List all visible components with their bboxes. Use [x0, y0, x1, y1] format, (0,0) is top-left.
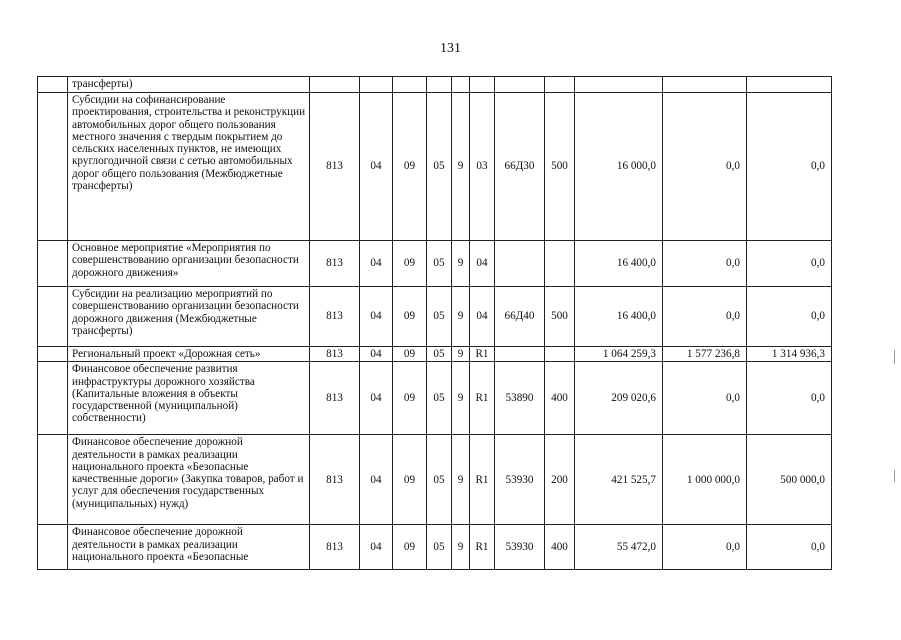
event-code-cell: R1 [470, 362, 495, 435]
row-name-cell: Основное мероприятие «Мероприятия по совершенствованию организации безопасности дорожного движения» [68, 241, 310, 287]
amount-year3-cell: 0,0 [747, 241, 832, 287]
expense-type-cell: 500 [545, 287, 575, 347]
table-row [38, 287, 832, 347]
section-cell: 04 [360, 347, 393, 362]
amount-year3-cell: 500 000,0 [747, 435, 832, 525]
subprogram-cell: 9 [452, 362, 470, 435]
row-marker-cell [38, 347, 68, 362]
direction-code-cell: 66Д30 [495, 93, 545, 241]
amount-year1-cell: 209 020,6 [575, 362, 663, 435]
event-code-cell: 04 [470, 241, 495, 287]
program-cell: 05 [427, 93, 452, 241]
row-marker-cell [38, 362, 68, 435]
expense-type-cell [545, 77, 575, 93]
row-name-cell: Финансовое обеспечение дорожной деятельности в рамках реализации национального проекта «Безопасные качественные дороги» (Закупка товаров, работ и услуг для обеспечения государственных (муниципальных) нужд) [68, 435, 310, 525]
page-number: 131 [440, 41, 461, 56]
expense-type-cell: 200 [545, 435, 575, 525]
section-cell: 04 [360, 435, 393, 525]
event-code-cell: R1 [470, 525, 495, 570]
scan-edge-mark [894, 470, 895, 482]
program-cell: 05 [427, 347, 452, 362]
subsection-cell: 09 [393, 435, 427, 525]
row-marker-cell [38, 77, 68, 93]
row-marker-cell [38, 241, 68, 287]
direction-code-cell: 66Д40 [495, 287, 545, 347]
subprogram-cell: 9 [452, 347, 470, 362]
direction-code-cell: 53890 [495, 362, 545, 435]
subprogram-cell: 9 [452, 241, 470, 287]
amount-year1-cell: 421 525,7 [575, 435, 663, 525]
table-row [38, 347, 832, 362]
admin-code-cell: 813 [310, 287, 360, 347]
subprogram-cell: 9 [452, 287, 470, 347]
amount-year2-cell [663, 77, 747, 93]
amount-year3-cell: 1 314 936,3 [747, 347, 832, 362]
admin-code-cell: 813 [310, 362, 360, 435]
section-cell: 04 [360, 525, 393, 570]
event-code-cell: R1 [470, 347, 495, 362]
section-cell: 04 [360, 287, 393, 347]
amount-year1-cell: 1 064 259,3 [575, 347, 663, 362]
amount-year2-cell: 1 577 236,8 [663, 347, 747, 362]
amount-year1-cell [575, 77, 663, 93]
row-name-cell: Субсидии на софинансирование проектирования, строительства и реконструкции автомобильных дорог общего пользования местного значения с твердым покрытием до сельских населенных пунктов, не имеющих круглогодичной связи с сетью автомобильных дорог общего пользования (Межбюджетные трансферты) [68, 93, 310, 241]
program-cell: 05 [427, 435, 452, 525]
event-code-cell: R1 [470, 435, 495, 525]
admin-code-cell: 813 [310, 525, 360, 570]
amount-year2-cell: 0,0 [663, 525, 747, 570]
admin-code-cell: 813 [310, 93, 360, 241]
admin-code-cell: 813 [310, 435, 360, 525]
direction-code-cell: 53930 [495, 525, 545, 570]
subsection-cell: 09 [393, 362, 427, 435]
amount-year2-cell: 0,0 [663, 287, 747, 347]
table-body [38, 77, 832, 570]
direction-code-cell [495, 77, 545, 93]
subprogram-cell [452, 77, 470, 93]
amount-year2-cell: 0,0 [663, 241, 747, 287]
direction-code-cell: 53930 [495, 435, 545, 525]
subsection-cell: 09 [393, 93, 427, 241]
row-name-cell: трансферты) [68, 77, 310, 93]
table-row [38, 93, 832, 241]
expense-type-cell: 400 [545, 525, 575, 570]
amount-year2-cell: 0,0 [663, 362, 747, 435]
amount-year2-cell: 1 000 000,0 [663, 435, 747, 525]
program-cell: 05 [427, 362, 452, 435]
amount-year3-cell [747, 77, 832, 93]
amount-year1-cell: 16 000,0 [575, 93, 663, 241]
budget-table [37, 76, 832, 570]
admin-code-cell [310, 77, 360, 93]
amount-year3-cell: 0,0 [747, 93, 832, 241]
subsection-cell: 09 [393, 241, 427, 287]
direction-code-cell [495, 241, 545, 287]
row-name-cell: Финансовое обеспечение дорожной деятельности в рамках реализации национального проекта «Безопасные [68, 525, 310, 570]
section-cell: 04 [360, 93, 393, 241]
section-cell: 04 [360, 362, 393, 435]
expense-type-cell: 400 [545, 362, 575, 435]
admin-code-cell: 813 [310, 347, 360, 362]
subsection-cell: 09 [393, 525, 427, 570]
event-code-cell: 03 [470, 93, 495, 241]
subprogram-cell: 9 [452, 93, 470, 241]
amount-year1-cell: 55 472,0 [575, 525, 663, 570]
row-marker-cell [38, 93, 68, 241]
row-name-cell: Финансовое обеспечение развития инфраструктуры дорожного хозяйства (Капитальные вложения в объекты государственной (муниципальной) собственности) [68, 362, 310, 435]
amount-year1-cell: 16 400,0 [575, 241, 663, 287]
admin-code-cell: 813 [310, 241, 360, 287]
row-marker-cell [38, 435, 68, 525]
table-row [38, 362, 832, 435]
amount-year3-cell: 0,0 [747, 362, 832, 435]
row-name-cell: Субсидии на реализацию мероприятий по совершенствованию организации безопасности дорожного движения (Межбюджетные трансферты) [68, 287, 310, 347]
scan-edge-mark [894, 350, 895, 364]
subsection-cell: 09 [393, 347, 427, 362]
row-marker-cell [38, 287, 68, 347]
amount-year2-cell: 0,0 [663, 93, 747, 241]
direction-code-cell [495, 347, 545, 362]
amount-year3-cell: 0,0 [747, 287, 832, 347]
table-row [38, 525, 832, 570]
subsection-cell: 09 [393, 287, 427, 347]
event-code-cell [470, 77, 495, 93]
program-cell: 05 [427, 241, 452, 287]
subprogram-cell: 9 [452, 525, 470, 570]
row-name-cell: Региональный проект «Дорожная сеть» [68, 347, 310, 362]
table-row [38, 435, 832, 525]
expense-type-cell: 500 [545, 93, 575, 241]
table-row [38, 77, 832, 93]
table-row [38, 241, 832, 287]
row-marker-cell [38, 525, 68, 570]
expense-type-cell [545, 241, 575, 287]
subsection-cell [393, 77, 427, 93]
section-cell [360, 77, 393, 93]
program-cell [427, 77, 452, 93]
program-cell: 05 [427, 525, 452, 570]
expense-type-cell [545, 347, 575, 362]
event-code-cell: 04 [470, 287, 495, 347]
section-cell: 04 [360, 241, 393, 287]
amount-year3-cell: 0,0 [747, 525, 832, 570]
subprogram-cell: 9 [452, 435, 470, 525]
program-cell: 05 [427, 287, 452, 347]
amount-year1-cell: 16 400,0 [575, 287, 663, 347]
